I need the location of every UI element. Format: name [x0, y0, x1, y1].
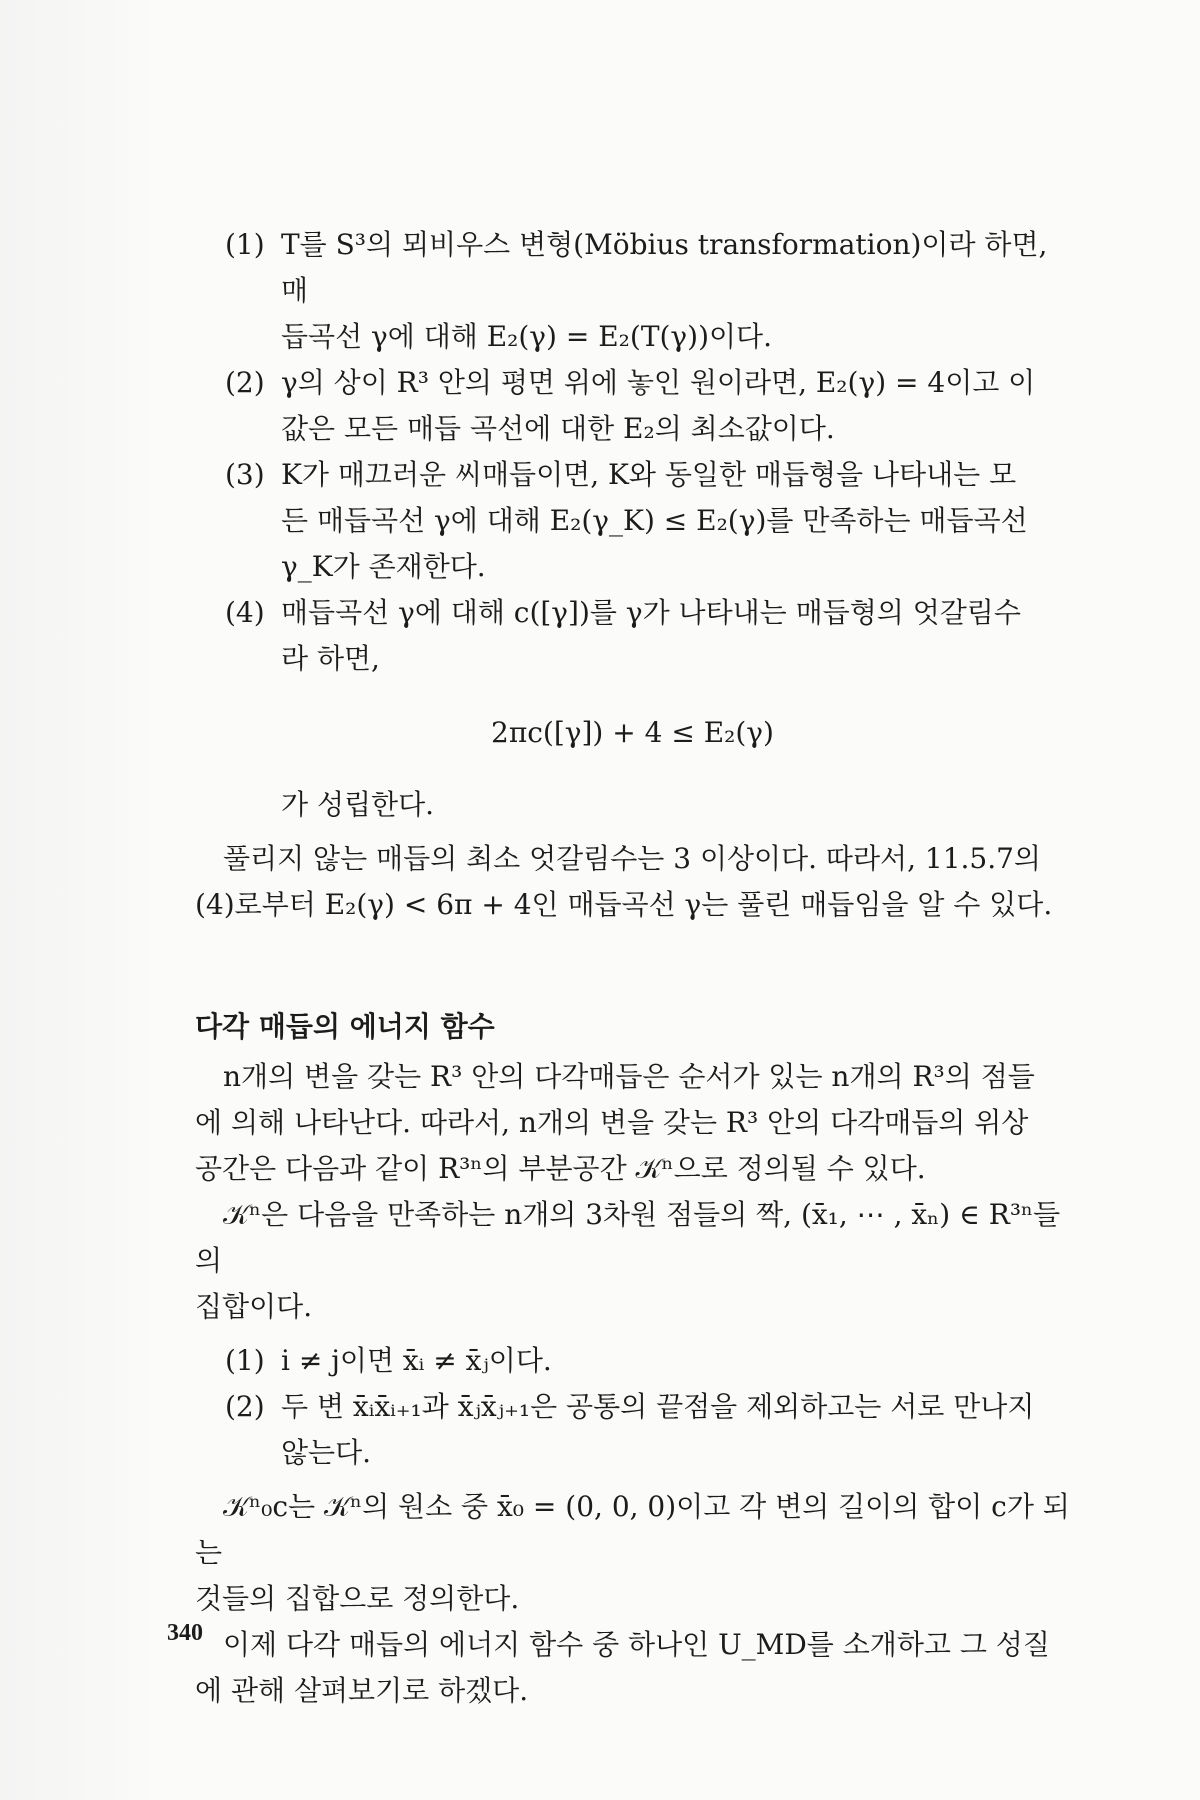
paragraph-line: n개의 변을 갖는 R³ 안의 다각매듭은 순서가 있는 n개의 R³의 점들 — [223, 1060, 1035, 1093]
item-line: K가 매끄러운 씨매듭이면, K와 동일한 매듭형을 나타내는 모 — [281, 458, 1017, 491]
item-line: 매듭곡선 γ에 대해 c([γ])를 γ가 나타내는 매듭형의 엇갈림수 — [281, 596, 1021, 629]
item-line: 든 매듭곡선 γ에 대해 E₂(γ_K) ≤ E₂(γ)를 만족하는 매듭곡선 — [281, 504, 1028, 537]
item-line: 값은 모든 매듭 곡선에 대한 E₂의 최소값이다. — [281, 412, 835, 445]
condition-item-1 — [195, 1338, 1070, 1384]
paragraph-line: 에 의해 나타난다. 따라서, n개의 변을 갖는 R³ 안의 다각매듭의 위상 — [195, 1106, 1029, 1139]
paragraph-line: 𝒦ⁿ₀c는 𝒦ⁿ의 원소 중 x̄₀ = (0, 0, 0)이고 각 변의 길이의 합이 c가 되는 — [195, 1490, 1070, 1569]
paragraph-line: 것들의 집합으로 정의한다. — [195, 1582, 520, 1615]
display-equation: 2πc([γ]) + 4 ≤ E₂(γ) — [491, 716, 774, 749]
paragraph-line: 집합이다. — [195, 1290, 313, 1323]
item-line: 라 하면, — [281, 642, 380, 675]
item-line: 두 변 x̄ᵢx̄ᵢ₊₁과 x̄ⱼx̄ⱼ₊₁은 공통의 끝점을 제외하고는 서로 만나지 — [281, 1390, 1035, 1423]
item-number: (1) — [225, 228, 265, 261]
theorem-item-3 — [195, 452, 1070, 590]
item-line: 듭곡선 γ에 대해 E₂(γ) = E₂(T(γ))이다. — [281, 320, 772, 353]
paragraph-definition-k0c — [195, 1484, 1070, 1622]
theorem-item-2 — [195, 360, 1070, 452]
item-number: (3) — [225, 458, 265, 491]
item-number: (1) — [225, 1344, 265, 1377]
paragraph-definition-kn — [195, 1192, 1070, 1330]
theorem-item-4 — [195, 590, 1070, 682]
paragraph-umd-intro — [195, 1622, 1070, 1714]
item-line: 않는다. — [281, 1436, 372, 1469]
item-line: γ의 상이 R³ 안의 평면 위에 놓인 원이라면, E₂(γ) = 4이고 이 — [281, 366, 1036, 399]
item-number: (2) — [225, 366, 265, 399]
paragraph-polygonal-knots — [195, 1054, 1070, 1192]
section-heading: 다각 매듭의 에너지 함수 — [195, 1010, 495, 1043]
item-number: (4) — [225, 596, 265, 629]
item-line: i ≠ j이면 x̄ᵢ ≠ x̄ⱼ이다. — [281, 1344, 552, 1377]
paragraph-crossing-number — [195, 836, 1070, 928]
paragraph-line: 𝒦ⁿ은 다음을 만족하는 n개의 3차원 점들의 짝, (x̄₁, ⋯ , x̄ₙ) ∈ R³ⁿ들의 — [195, 1198, 1061, 1277]
page-number: 340 — [167, 1620, 203, 1646]
equation-continuation: 가 성립한다. — [281, 788, 435, 821]
item-number: (2) — [225, 1390, 265, 1423]
condition-item-2 — [195, 1384, 1070, 1476]
page-content — [195, 222, 1070, 1714]
paragraph-line: 공간은 다음과 같이 R³ⁿ의 부분공간 𝒦ⁿ으로 정의될 수 있다. — [195, 1152, 926, 1185]
theorem-item-1 — [195, 222, 1070, 360]
page-spine-shadow — [0, 0, 150, 1800]
paragraph-line: 에 관해 살펴보기로 하겠다. — [195, 1674, 529, 1707]
paragraph-line: 풀리지 않는 매듭의 최소 엇갈림수는 3 이상이다. 따라서, 11.5.7의 — [223, 842, 1041, 875]
item-line: γ_K가 존재한다. — [281, 550, 486, 583]
paragraph-line: (4)로부터 E₂(γ) < 6π + 4인 매듭곡선 γ는 풀린 매듭임을 알 수 있다. — [195, 888, 1053, 921]
item-line: T를 S³의 뫼비우스 변형(Möbius transformation)이라 하면, 매 — [281, 228, 1048, 307]
paragraph-line: 이제 다각 매듭의 에너지 함수 중 하나인 U_MD를 소개하고 그 성질 — [223, 1628, 1050, 1661]
